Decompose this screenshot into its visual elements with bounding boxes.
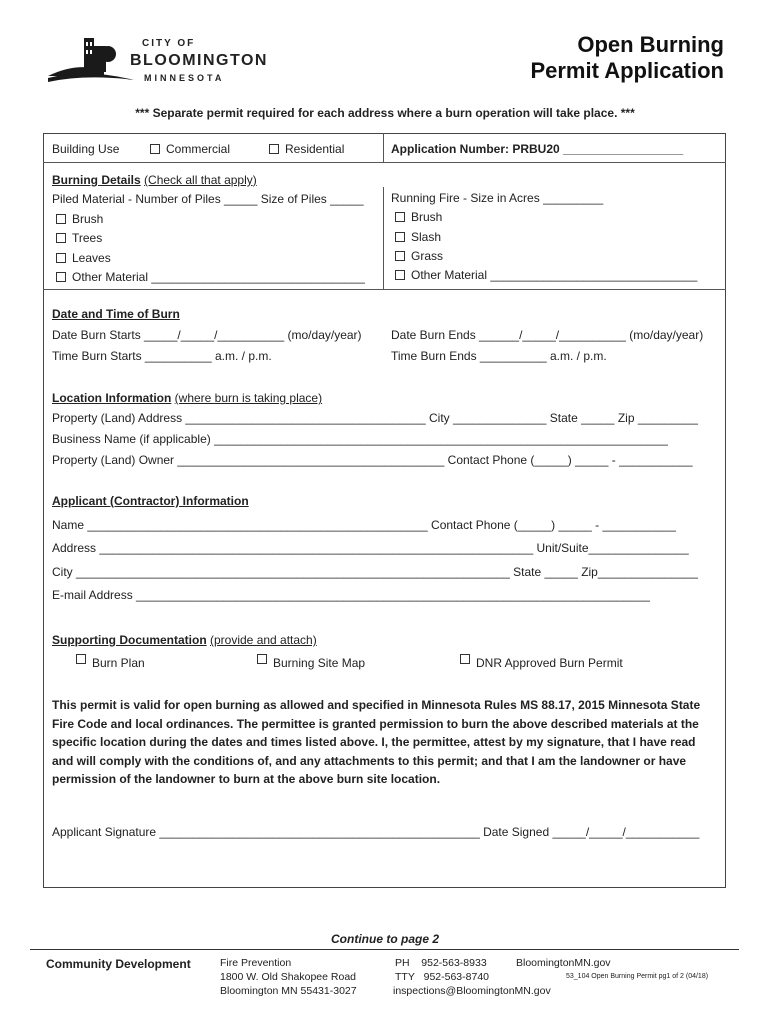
location-heading [52,391,322,405]
running-grass[interactable] [395,249,443,263]
heading-note: (provide and attach) [210,633,317,647]
option-label: Brush [411,210,443,224]
logo-name: BLOOMINGTON [130,52,268,69]
running-fire-line[interactable]: Running Fire - Size in Acres _________ [391,191,604,205]
heading-text: Burning Details [52,173,141,187]
site-map-option[interactable] [257,654,365,670]
applicant-heading: Applicant (Contractor) Information [52,494,249,508]
piled-other[interactable] [56,270,365,284]
divider [383,187,384,289]
city-logo [46,30,276,90]
footer-tty [395,970,489,984]
checkbox[interactable] [76,654,86,664]
option-label: Brush [72,212,104,226]
piled-trees[interactable] [56,231,102,245]
dnr-permit-option[interactable] [460,654,623,670]
date-burn-ends[interactable]: Date Burn Ends ______/_____/__________ (mo/day/year) [391,328,704,342]
supporting-heading [52,633,317,647]
running-brush[interactable] [395,210,442,224]
page-title [530,32,724,84]
heading-note: (where burn is taking place) [174,391,323,405]
applicant-address-line[interactable]: Address _________________________________________________________________ Unit/Suite_______________ [52,541,689,555]
piled-leaves[interactable] [56,251,111,265]
applicant-email-line[interactable]: E-mail Address _____________________________________________________________________________ [52,588,650,602]
tty-number: 952-563-8740 [423,971,489,983]
footer-website[interactable]: BloomingtonMN.gov [516,957,611,969]
checkbox[interactable] [56,272,66,282]
divider [43,162,726,163]
residential-option[interactable] [269,142,344,156]
applicant-city-line[interactable]: City _________________________________________________________________ State _____ Zip_______________ [52,565,698,579]
signature-line[interactable]: Applicant Signature ________________________________________________ Date Signed _____/_____/___________ [52,825,700,839]
running-other[interactable] [395,268,697,282]
option-label: Grass [411,249,444,263]
burn-plan-option[interactable] [76,654,145,670]
option-label: Residential [285,142,345,156]
footer-department: Community Development [46,957,191,971]
date-burn-starts[interactable]: Date Burn Starts _____/_____/__________ (mo/day/year) [52,328,362,342]
form-id: 53_104 Open Burning Permit pg1 of 2 (04/18) [566,973,709,980]
option-label: Slash [411,230,442,244]
footer-email[interactable]: inspections@BloomingtonMN.gov [393,985,551,997]
option-label: DNR Approved Burn Permit [476,656,623,670]
option-label: Leaves [72,251,111,265]
checkbox[interactable] [269,144,279,154]
logo-state: MINNESOTA [144,73,225,83]
checkbox[interactable] [460,654,470,664]
footer-office [220,956,357,998]
footer-divider [30,949,739,950]
option-label: Other Material ________________________________ [72,270,365,284]
ph-number: 952-563-8933 [421,957,487,969]
logo-city-of: CITY OF [142,38,196,49]
running-slash[interactable] [395,230,441,244]
checkbox[interactable] [395,212,405,222]
option-label: Commercial [166,142,231,156]
burning-details-heading [52,173,257,187]
checkbox[interactable] [395,270,405,280]
heading-text: Supporting Documentation [52,633,207,647]
ph-label: PH [395,957,410,969]
option-label: Burning Site Map [273,656,366,670]
property-owner-line[interactable]: Property (Land) Owner ________________________________________ Contact Phone (_____) _____ - ___________ [52,453,693,467]
piled-brush[interactable] [56,212,103,226]
office-street: 1800 W. Old Shakopee Road [220,971,357,983]
time-burn-ends[interactable]: Time Burn Ends __________ a.m. / p.m. [391,349,607,363]
tty-label: TTY [395,971,415,983]
option-label: Other Material _______________________________ [411,268,698,282]
checkbox[interactable] [56,233,66,243]
checkbox[interactable] [150,144,160,154]
building-use-label: Building Use [52,142,120,156]
checkbox[interactable] [257,654,267,664]
footer-phone [395,956,487,970]
skyline-icon [46,32,136,88]
office-city: Bloomington MN 55431-3027 [220,985,357,997]
continue-note: Continue to page 2 [331,932,439,946]
permit-conditions-text: This permit is valid for open burning as allowed and specified in Minnesota Rules MS 88.17, 2015 Minnesota State Fire Code and local ordinances. The permittee is granted permission to burn the above described materials at the specific location during the dates and times listed above. I, the permittee, attest by my signature, that I have read and will comply with the conditions of, and any attachments to this permit; and that I am the landowner or have permission of the landowner to burn at the above burn site location. [52,698,701,786]
time-burn-starts[interactable]: Time Burn Starts __________ a.m. / p.m. [52,349,272,363]
office-name: Fire Prevention [220,957,292,969]
checkbox[interactable] [395,232,405,242]
option-label: Burn Plan [92,656,145,670]
checkbox[interactable] [395,251,405,261]
title-line-2: Permit Application [530,58,724,83]
application-number: Application Number: PRBU20 __________________ [391,142,684,156]
business-name-line[interactable]: Business Name (if applicable) ____________________________________________________________________ [52,432,668,446]
heading-note: (Check all that apply) [144,173,257,187]
divider [43,289,726,290]
separate-permit-notice: *** Separate permit required for each address where a burn operation will take place. *** [135,106,635,120]
option-label: Trees [72,231,103,245]
checkbox[interactable] [56,214,66,224]
checkbox[interactable] [56,253,66,263]
piled-material-line[interactable]: Piled Material - Number of Piles _____ Size of Piles _____ [52,192,364,206]
commercial-option[interactable] [150,142,230,156]
date-time-heading: Date and Time of Burn [52,307,180,321]
divider [383,133,384,162]
title-line-1: Open Burning [577,32,724,57]
heading-text: Location Information [52,391,172,405]
property-address-line[interactable]: Property (Land) Address ____________________________________ City ______________ State _____ Zip _________ [52,411,698,425]
applicant-name-line[interactable]: Name ___________________________________________________ Contact Phone (_____) _____ - ___________ [52,518,676,532]
